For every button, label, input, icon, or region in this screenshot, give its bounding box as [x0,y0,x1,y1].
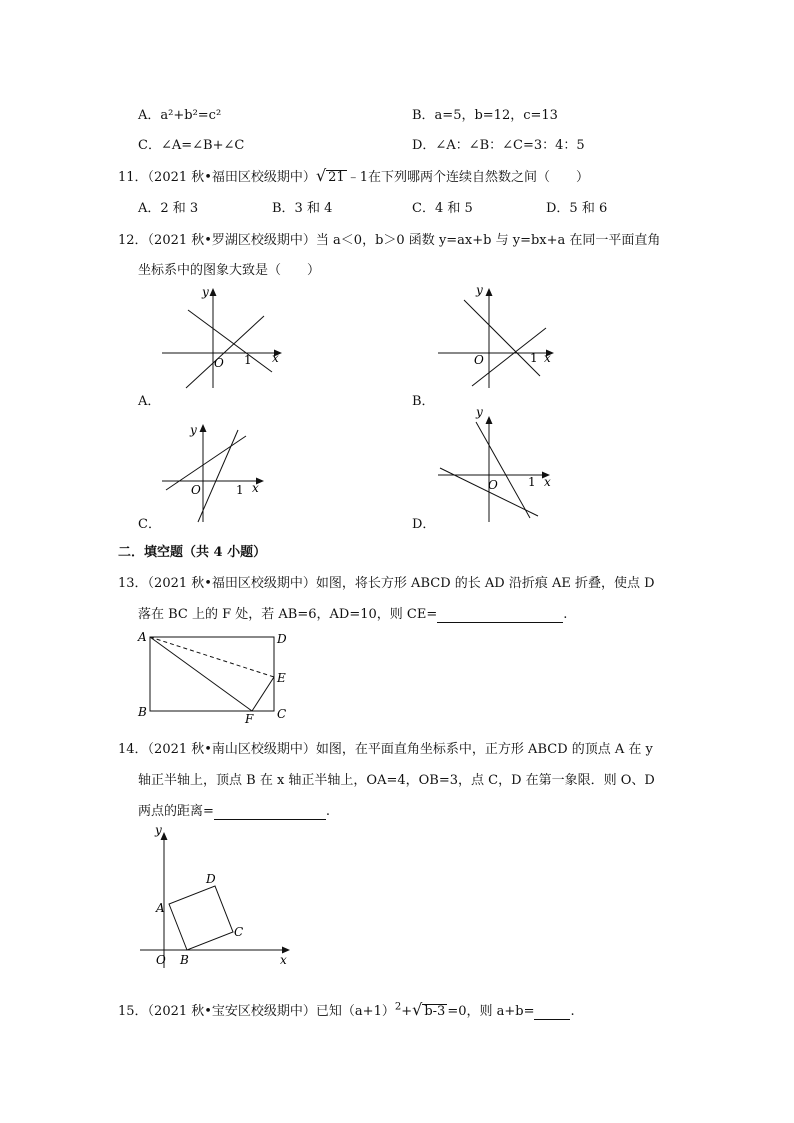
q13-stem-end: . [563,607,568,622]
q11-option-d: D．5 和 6 [546,201,608,216]
q14-point-c: C [234,925,244,939]
q11-option-a: A．2 和 3 [138,201,199,216]
q14-point-d: D [206,872,216,886]
graph-d-one-label: 1 [528,475,536,489]
graph-c-origin-label: O [191,483,201,497]
graph-b-one-label: 1 [530,351,538,365]
q15-prefix: 15．（2021 秋•宝安区校级期中）已知（a+1） [118,1004,395,1019]
q15-suffix: =0，则 a+b= [447,1004,535,1019]
q10-option-a: A．a²+b²=c² [138,108,222,123]
q15-stem [118,1000,575,1020]
q12-label-d: D． [412,517,436,532]
q14-point-a: A [156,901,165,915]
q12-label-a: A． [138,394,161,409]
q14-axis-x-label: x [280,953,287,967]
q11-option-c: C．4 和 5 [412,201,473,216]
graph-d-x-label: x [544,475,551,489]
graph-c-x-label: x [252,481,259,495]
q14-stem-text: 两点的距离= [138,804,214,819]
q12-stem-line2: 坐标系中的图象大致是（ ） [138,263,321,278]
graph-b-origin-label: O [474,353,484,367]
sqrt-icon: √ [412,1000,423,1019]
q11-stem [118,166,589,185]
q14-point-b: B [180,953,189,967]
q12-graph-c [158,418,288,526]
q13-point-d: D [277,632,287,646]
q11-radicand: 21 [328,170,345,185]
q14-stem-end: . [325,804,331,819]
q11-question-tail: ﹣1在下列哪两个连续自然数之间（ ） [346,170,589,185]
q14-answer-blank [214,804,326,820]
graph-d-origin-label: O [488,478,498,492]
q15-end: . [570,1004,575,1019]
q12-label-b: B． [412,394,435,409]
q11-option-b: B．3 和 4 [272,201,333,216]
q12-graph-d [434,404,564,524]
q14-stem-line3 [138,800,330,820]
q13-stem-text: 落在 BC 上的 F 处，若 AB=6，AD=10，则 CE= [138,607,438,622]
q14-stem-line2: 轴正半轴上，顶点 B 在 x 轴正半轴上，OA=4，OB=3，点 C，D 在第一象限．则 O、D [138,773,655,788]
graph-a-x-label: x [272,351,279,365]
q11-number: 11． [118,170,148,185]
q10-option-c: C．∠A=∠B+∠C [138,138,245,153]
q13-stem-line1: 13．（2021 秋•福田区校级期中）如图，将长方形 ABCD 的长 AD 沿折痕 AE 折叠，使点 D [118,576,655,591]
q13-point-c: C [277,707,287,721]
q14-point-o: O [156,953,166,967]
q15-radicand: b-3 [424,1004,446,1019]
q13-point-f: F [245,712,254,724]
q13-point-b: B [138,705,147,719]
q13-point-a: A [138,630,147,644]
q14-axis-y-label: y [155,823,162,837]
graph-a-one-label: 1 [244,353,252,367]
graph-a-origin-label: O [214,356,224,370]
q10-option-d: D．∠A：∠B：∠C=3：4：5 [412,138,585,153]
q13-answer-blank [437,607,563,623]
q13-point-e: E [277,671,286,685]
section-heading-fill-in: 二．填空题（共 4 小题） [118,545,267,560]
graph-b-y-label: y [476,283,483,297]
graph-a-y-label: y [202,285,209,299]
q12-stem-line1: 12．（2021 秋•罗湖区校级期中）当 a＜0，b＞0 函数 y=ax+b 与 y=bx+a 在同一平面直角 [118,233,661,248]
q13-stem-line2 [138,603,567,623]
graph-d-y-label: y [476,405,483,419]
q10-option-b: B．a=5，b=12，c=13 [412,108,558,123]
q13-figure [134,626,294,724]
q12-graph-b [434,280,564,390]
q14-stem-line1: 14．（2021 秋•南山区校级期中）如图，在平面直角坐标系中，正方形 ABCD 的顶点 A 在 y [118,742,653,757]
graph-b-x-label: x [544,351,551,365]
q12-label-c: C． [138,517,161,532]
q14-figure [138,820,298,970]
sqrt-icon: √ [315,166,327,185]
q11-source: （2021 秋•福田区校级期中） [147,170,316,185]
q15-exponent: 2 [394,1001,402,1013]
graph-c-y-label: y [190,423,197,437]
q15-answer-blank [534,1004,570,1020]
q15-plus: + [401,1004,413,1019]
q12-graph-a [158,280,288,390]
graph-c-one-label: 1 [236,483,244,497]
